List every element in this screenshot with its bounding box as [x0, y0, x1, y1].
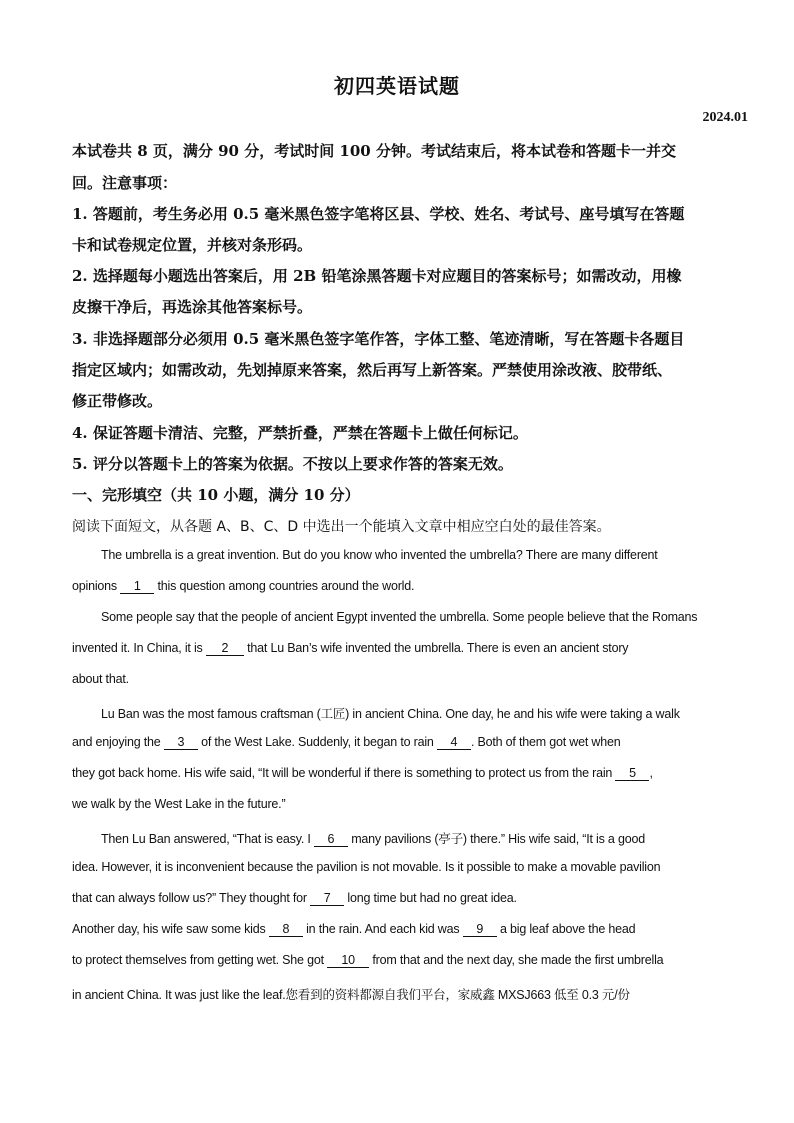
passage-line [72, 579, 724, 594]
blank-6[interactable]: 6 [314, 833, 348, 847]
blank-3[interactable]: 3 [164, 736, 198, 750]
passage-text: , [649, 766, 653, 780]
page-title: 初四英语试题 [334, 74, 460, 98]
passage-line [72, 922, 724, 937]
notice-item-5: 5. 评分以答题卡上的答案为依据。不按以上要求作答的答案无效。 [72, 455, 513, 473]
passage-text: Another day, his wife saw some kids [72, 922, 269, 936]
passage-text: Then Lu Ban answered, “That is easy. I [101, 832, 314, 846]
exam-date: 2024.01 [702, 110, 748, 125]
passage-line [72, 766, 724, 781]
passage-line: we walk by the West Lake in the future.” [72, 797, 286, 811]
passage-text: they got back home. His wife said, “It will be wonderful if there is something to protect us from the rain [72, 766, 616, 780]
passage-line: Some people say that the people of ancient Egypt invented the umbrella. Some people believe that the Romans [101, 610, 698, 624]
section-instruction: 阅读下面短文，从各题 A、B、C、D 中选出一个能填入文章中相应空白处的最佳答案。 [72, 519, 611, 535]
blank-4[interactable]: 4 [437, 736, 471, 750]
passage-text: to protect themselves from getting wet. She got [72, 953, 328, 967]
passage-text: invented it. In China, it is [72, 641, 206, 655]
passage-text: that Lu Ban’s wife invented the umbrella. There is even an ancient story [243, 641, 629, 655]
passage-text: opinions [72, 579, 121, 593]
passage-text: this question among countries around the world. [154, 579, 415, 593]
blank-8[interactable]: 8 [269, 923, 303, 937]
passage-line [101, 829, 753, 847]
passage-text: of the West Lake. Suddenly, it began to rain [197, 735, 437, 749]
notice-item-4: 4. 保证答题卡清洁、完整，严禁折叠，严禁在答题卡上做任何标记。 [72, 424, 528, 442]
passage-text: many pavilions (亭子) there.” His wife said, “It is a good [347, 832, 645, 846]
notice-line-2: 回。注意事项： [72, 174, 178, 192]
passage-text: from that and the next day, she made the first umbrella [369, 953, 664, 967]
passage-text: and enjoying the [72, 735, 164, 749]
notice-item-3b: 指定区域内；如需改动，先划掉原来答案，然后再写上新答案。严禁使用涂改液、胶带纸、 [72, 361, 673, 379]
blank-1[interactable]: 1 [120, 580, 154, 594]
notice-item-3c: 修正带修改。 [72, 392, 163, 410]
section-heading: 一、完形填空（共 10 小题，满分 10 分） [72, 486, 360, 504]
notice-item-2a: 2. 选择题每小题选出答案后，用 2B 铅笔涂黑答题卡对应题目的答案标号；如需改动，用橡 [72, 267, 682, 285]
blank-7[interactable]: 7 [310, 892, 344, 906]
passage-line: idea. However, it is inconvenient because the pavilion is not movable. Is it possible to make a movable pavilion [72, 860, 661, 874]
notice-item-1a: 1. 答题前，考生务必用 0.5 毫米黑色签字笔将区县、学校、姓名、考试号、座号填写在答题 [72, 205, 685, 223]
passage-line: Lu Ban was the most famous craftsman (工匠) in ancient China. One day, he and his wife were taking a walk [101, 707, 680, 721]
passage-text: in the rain. And each kid was [302, 922, 463, 936]
blank-9[interactable]: 9 [463, 923, 497, 937]
notice-item-1b: 卡和试卷规定位置，并核对条形码。 [72, 236, 313, 254]
notice-item-2b: 皮擦干净后，再选涂其他答案标号。 [72, 298, 313, 316]
passage-text: a big leaf above the head [496, 922, 636, 936]
passage-line [72, 891, 724, 906]
notice-item-3a: 3. 非选择题部分必须用 0.5 毫米黑色签字笔作答，字体工整、笔迹清晰，写在答题卡各题目 [72, 330, 685, 348]
passage-line [72, 735, 724, 750]
passage-text: long time but had no great idea. [344, 891, 517, 905]
notice-line-1: 本试卷共 8 页，满分 90 分，考试时间 100 分钟。考试结束后，将本试卷和答题卡一并交 [72, 142, 676, 160]
blank-2[interactable]: 2 [206, 642, 244, 656]
passage-line: about that. [72, 672, 129, 686]
passage-line [72, 641, 724, 656]
passage-line: in ancient China. It was just like the leaf.您看到的资料都源自我们平台，家威鑫 MXSJ663 低至 0.3 元/份 [72, 988, 630, 1002]
blank-5[interactable]: 5 [615, 767, 649, 781]
passage-text: that can always follow us?” They thought for [72, 891, 311, 905]
passage-line [72, 953, 724, 968]
passage-text: . Both of them got wet when [470, 735, 621, 749]
blank-10[interactable]: 10 [327, 954, 369, 968]
passage-line: The umbrella is a great invention. But do you know who invented the umbrella? There are many different [101, 548, 658, 562]
